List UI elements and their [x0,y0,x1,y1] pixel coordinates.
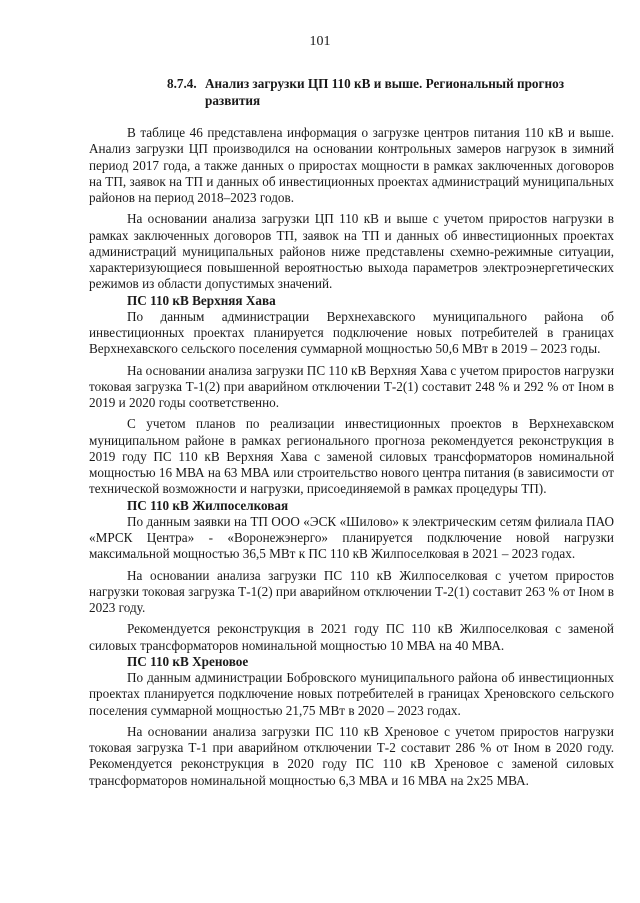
intro-paragraph-1: В таблице 46 представлена информация о загрузке центров питания 110 кВ и выше. Анализ загрузки ЦП производился на основании контрольных замеров нагрузок в зимний период 2017 года, а также данных о приростах мощности в рамках заключенных договоров на ТП, заявок на ТП и данных об инвестиционных проектах администраций муниципальных районов на период 2018–2023 годов. [89,125,614,205]
section-title-part-2: развития [205,93,261,108]
section-number: 8.7.4. [167,76,197,91]
subsection-title-khrenovoe: ПС 110 кВ Хреновое [127,653,249,669]
section-title-part-1: Анализ загрузки ЦП 110 кВ и выше. Региональный прогноз [205,76,564,91]
khrenovoe-paragraph-2: На основании анализа загрузки ПС 110 кВ Хреновое с учетом приростов нагрузки токовая загрузка Т-1 при аварийном отключении Т-2 составит 286 % от Iном в 2020 году. Рекомендуется реконструкция в 2020 году ПС 110 кВ Хреновое с заменой силовых трансформаторов номинальной мощностью 6,3 МВА и 16 МВА на 2х25 МВА. [89,723,614,788]
intro-paragraph-2: На основании анализа загрузки ЦП 110 кВ и выше с учетом приростов нагрузки в рамках заключенных договоров ТП, заявок на ТП и данных об инвестиционных проектах администраций муниципальных районов ниже представлены схемно-режимные ситуации, характеризующиеся повышенной вероятностью выхода параметров электроэнергетических режимов из области допустимых значений. [89,211,614,292]
section-heading-line-1 [167,75,615,92]
zhilposelkovaya-paragraph-2: На основании анализа загрузки ПС 110 кВ Жилпоселковая с учетом приростов нагрузки токовая загрузка Т-1(2) при аварийном отключении Т-2(1) составит 263 % от Iном в 2023 году. [89,567,614,615]
page-number: 101 [309,34,331,49]
khrenovoe-paragraph-1: По данным администрации Бобровского муниципального района об инвестиционных проектах планируется подключение новых потребителей в границах Хреновского сельского поселения суммарной мощностью 21,75 МВт в 2020 – 2023 годах. [89,670,614,718]
subsection-title-zhilposelkovaya: ПС 110 кВ Жилпоселковая [127,497,289,513]
document-body [89,125,614,789]
subsection-title-verkhnyaya-khava: ПС 110 кВ Верхняя Хава [127,292,276,308]
verkhnyaya-khava-paragraph-2: На основании анализа загрузки ПС 110 кВ Верхняя Хава с учетом приростов нагрузки токовая загрузка Т-1(2) при аварийном отключении Т-2(1) составит 248 % и 292 % от Iном в 2019 и 2020 годы соответственно. [89,362,615,410]
section-heading [167,75,615,109]
verkhnyaya-khava-paragraph-3: С учетом планов по реализации инвестиционных проектов в Верхнехавском муниципальном районе в рамках регионального прогноза рекомендуется реконструкция в 2019 году ПС 110 кВ Верхняя Хава с заменой силовых трансформаторов номинальной мощностью 16 МВА на 63 МВА или строительство нового центра питания (в зависимости от технической возможности и нагрузки, присоединяемой в рамках процедуры ТП). [89,416,614,497]
zhilposelkovaya-paragraph-3: Рекомендуется реконструкция в 2021 году ПС 110 кВ Жилпоселковая с заменой силовых трансформаторов номинальной мощностью 10 МВА на 40 МВА. [89,621,614,653]
verkhnyaya-khava-paragraph-1: По данным администрации Верхнехавского муниципального района об инвестиционных проектах планируется подключение новых потребителей в границах Верхнехавского сельского поселения суммарной мощностью 50,6 МВт в 2019 – 2023 годы. [89,308,614,357]
zhilposelkovaya-paragraph-1: По данным заявки на ТП ООО «ЭСК «Шилово» к электрическим сетям филиала ПАО «МРСК Центра» - «Воронежэнерго» планируется подключение новой нагрузки максимальной мощностью 36,5 МВт к ПС 110 кВ Жилпоселковая в 2021 – 2023 годах. [89,513,614,562]
